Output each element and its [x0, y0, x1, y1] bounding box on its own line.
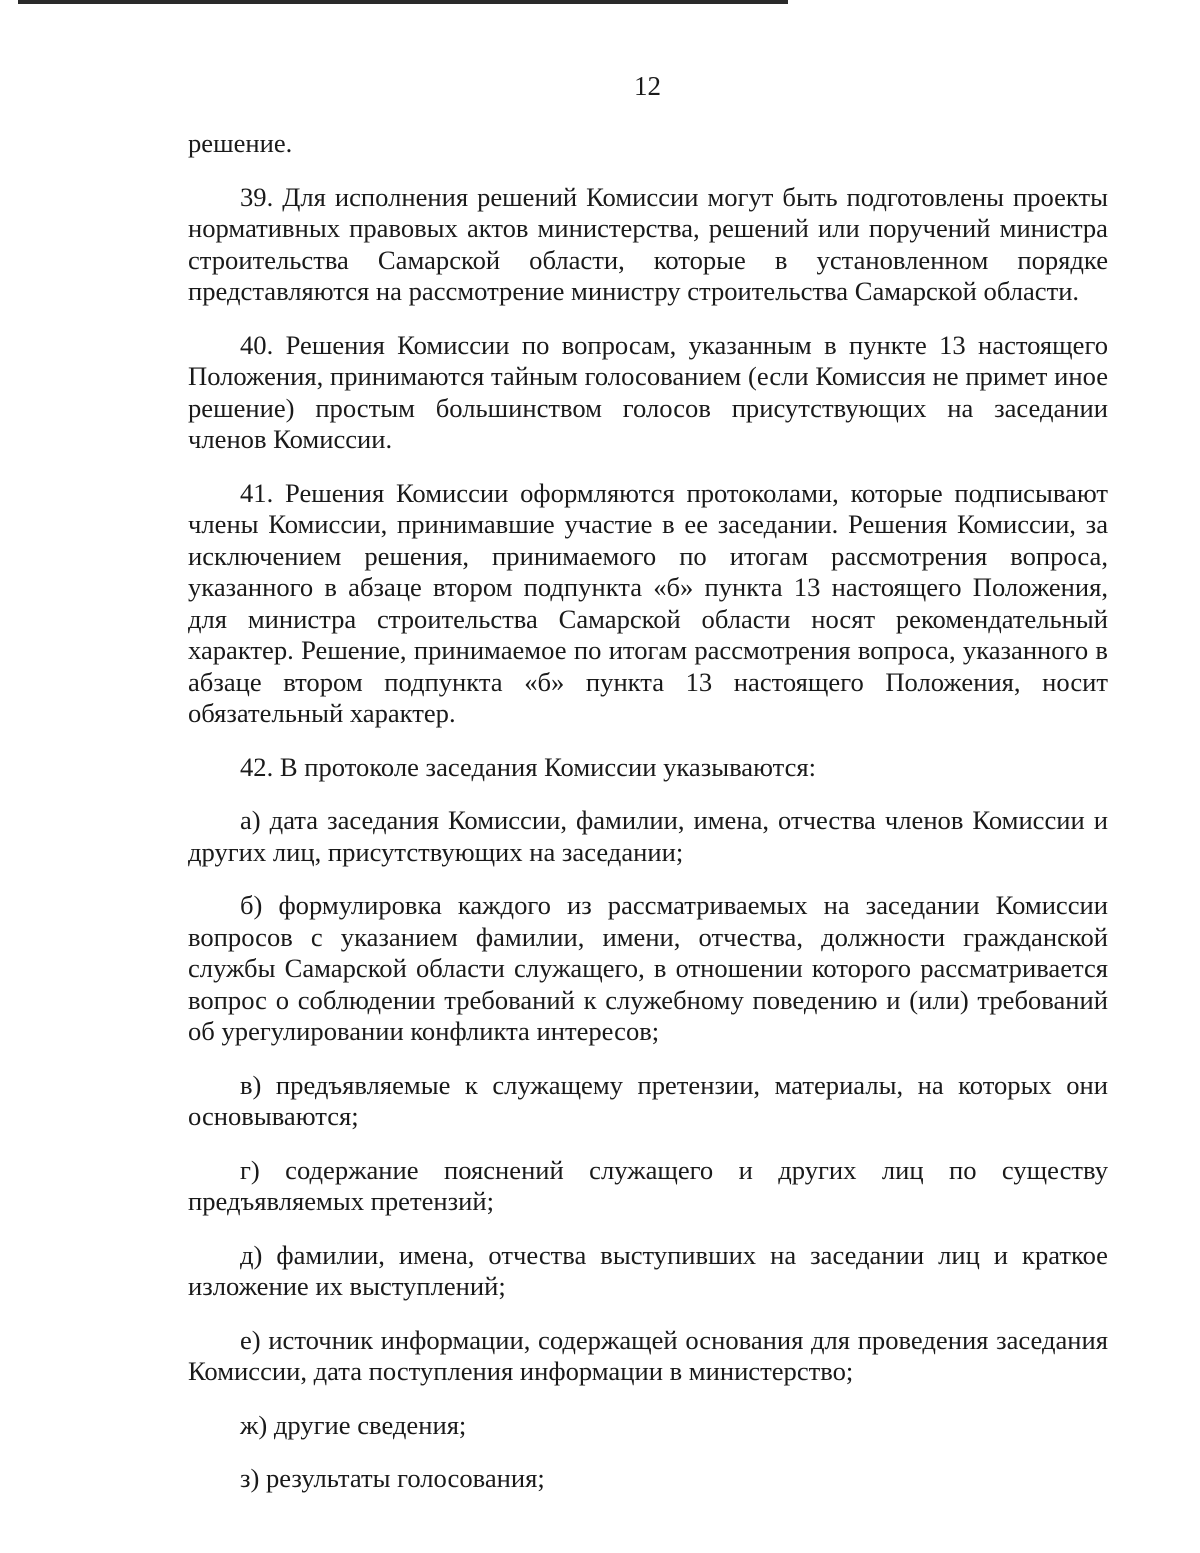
- paragraph-42: 42. В протоколе заседания Комиссии указываются:: [240, 751, 816, 782]
- list-item-g: г) содержание пояснений служащего и других лиц по существу предъявляемых претензий;: [188, 1154, 1108, 1216]
- list-item-e: е) источник информации, содержащей основания для проведения заседания Комиссии, дата поступления информации в министерство;: [188, 1324, 1108, 1386]
- document-body: [188, 128, 1108, 1517]
- page-number: 12: [634, 71, 661, 101]
- list-item-d: д) фамилии, имена, отчества выступивших на заседании лиц и краткое изложение их выступлений;: [188, 1239, 1108, 1301]
- list-item-a: а) дата заседания Комиссии, фамилии, имена, отчества членов Комиссии и других лиц, присутствующих на заседании;: [188, 805, 1108, 867]
- list-item-zh: ж) другие сведения;: [240, 1409, 467, 1440]
- paragraph-41: 41. Решения Комиссии оформляются протоколами, которые подписывают члены Комиссии, принимавшие участие в ее заседании. Решения Комиссии, за исключением решения, принимаемого по итогам рассмотрения вопроса, указанного в абзаце втором подпункта «б» пункта 13 настоящего Положения, для министра строительства Самарской области носят рекомендательный характер. Решение, принимаемое по итогам рассмотрения вопроса, указанного в абзаце втором подпункта «б» пункта 13 настоящего Положения, носит обязательный характер.: [188, 477, 1108, 728]
- list-item-b: б) формулировка каждого из рассматриваемых на заседании Комиссии вопросов с указанием фамилии, имени, отчества, должности гражданской службы Самарской области служащего, в отношении которого рассматривается вопрос о соблюдении требований к служебному поведению и (или) требований об урегулировании конфликта интересов;: [188, 890, 1108, 1046]
- paragraph-39: 39. Для исполнения решений Комиссии могут быть подготовлены проекты нормативных правовых актов министерства, решений или поручений министра строительства Самарской области, которые в установленном порядке представляются на рассмотрение министру строительства Самарской области.: [188, 181, 1108, 306]
- list-item-v: в) предъявляемые к служащему претензии, материалы, на которых они основываются;: [188, 1069, 1108, 1131]
- paragraph-40: 40. Решения Комиссии по вопросам, указанным в пункте 13 настоящего Положения, принимаются тайным голосованием (если Комиссия не примет иное решение) простым большинством голосов присутствующих на заседании членов Комиссии.: [188, 329, 1108, 454]
- top-border-rule: [18, 0, 788, 4]
- paragraph-continuation: решение.: [188, 128, 293, 158]
- list-item-z: з) результаты голосования;: [240, 1463, 545, 1493]
